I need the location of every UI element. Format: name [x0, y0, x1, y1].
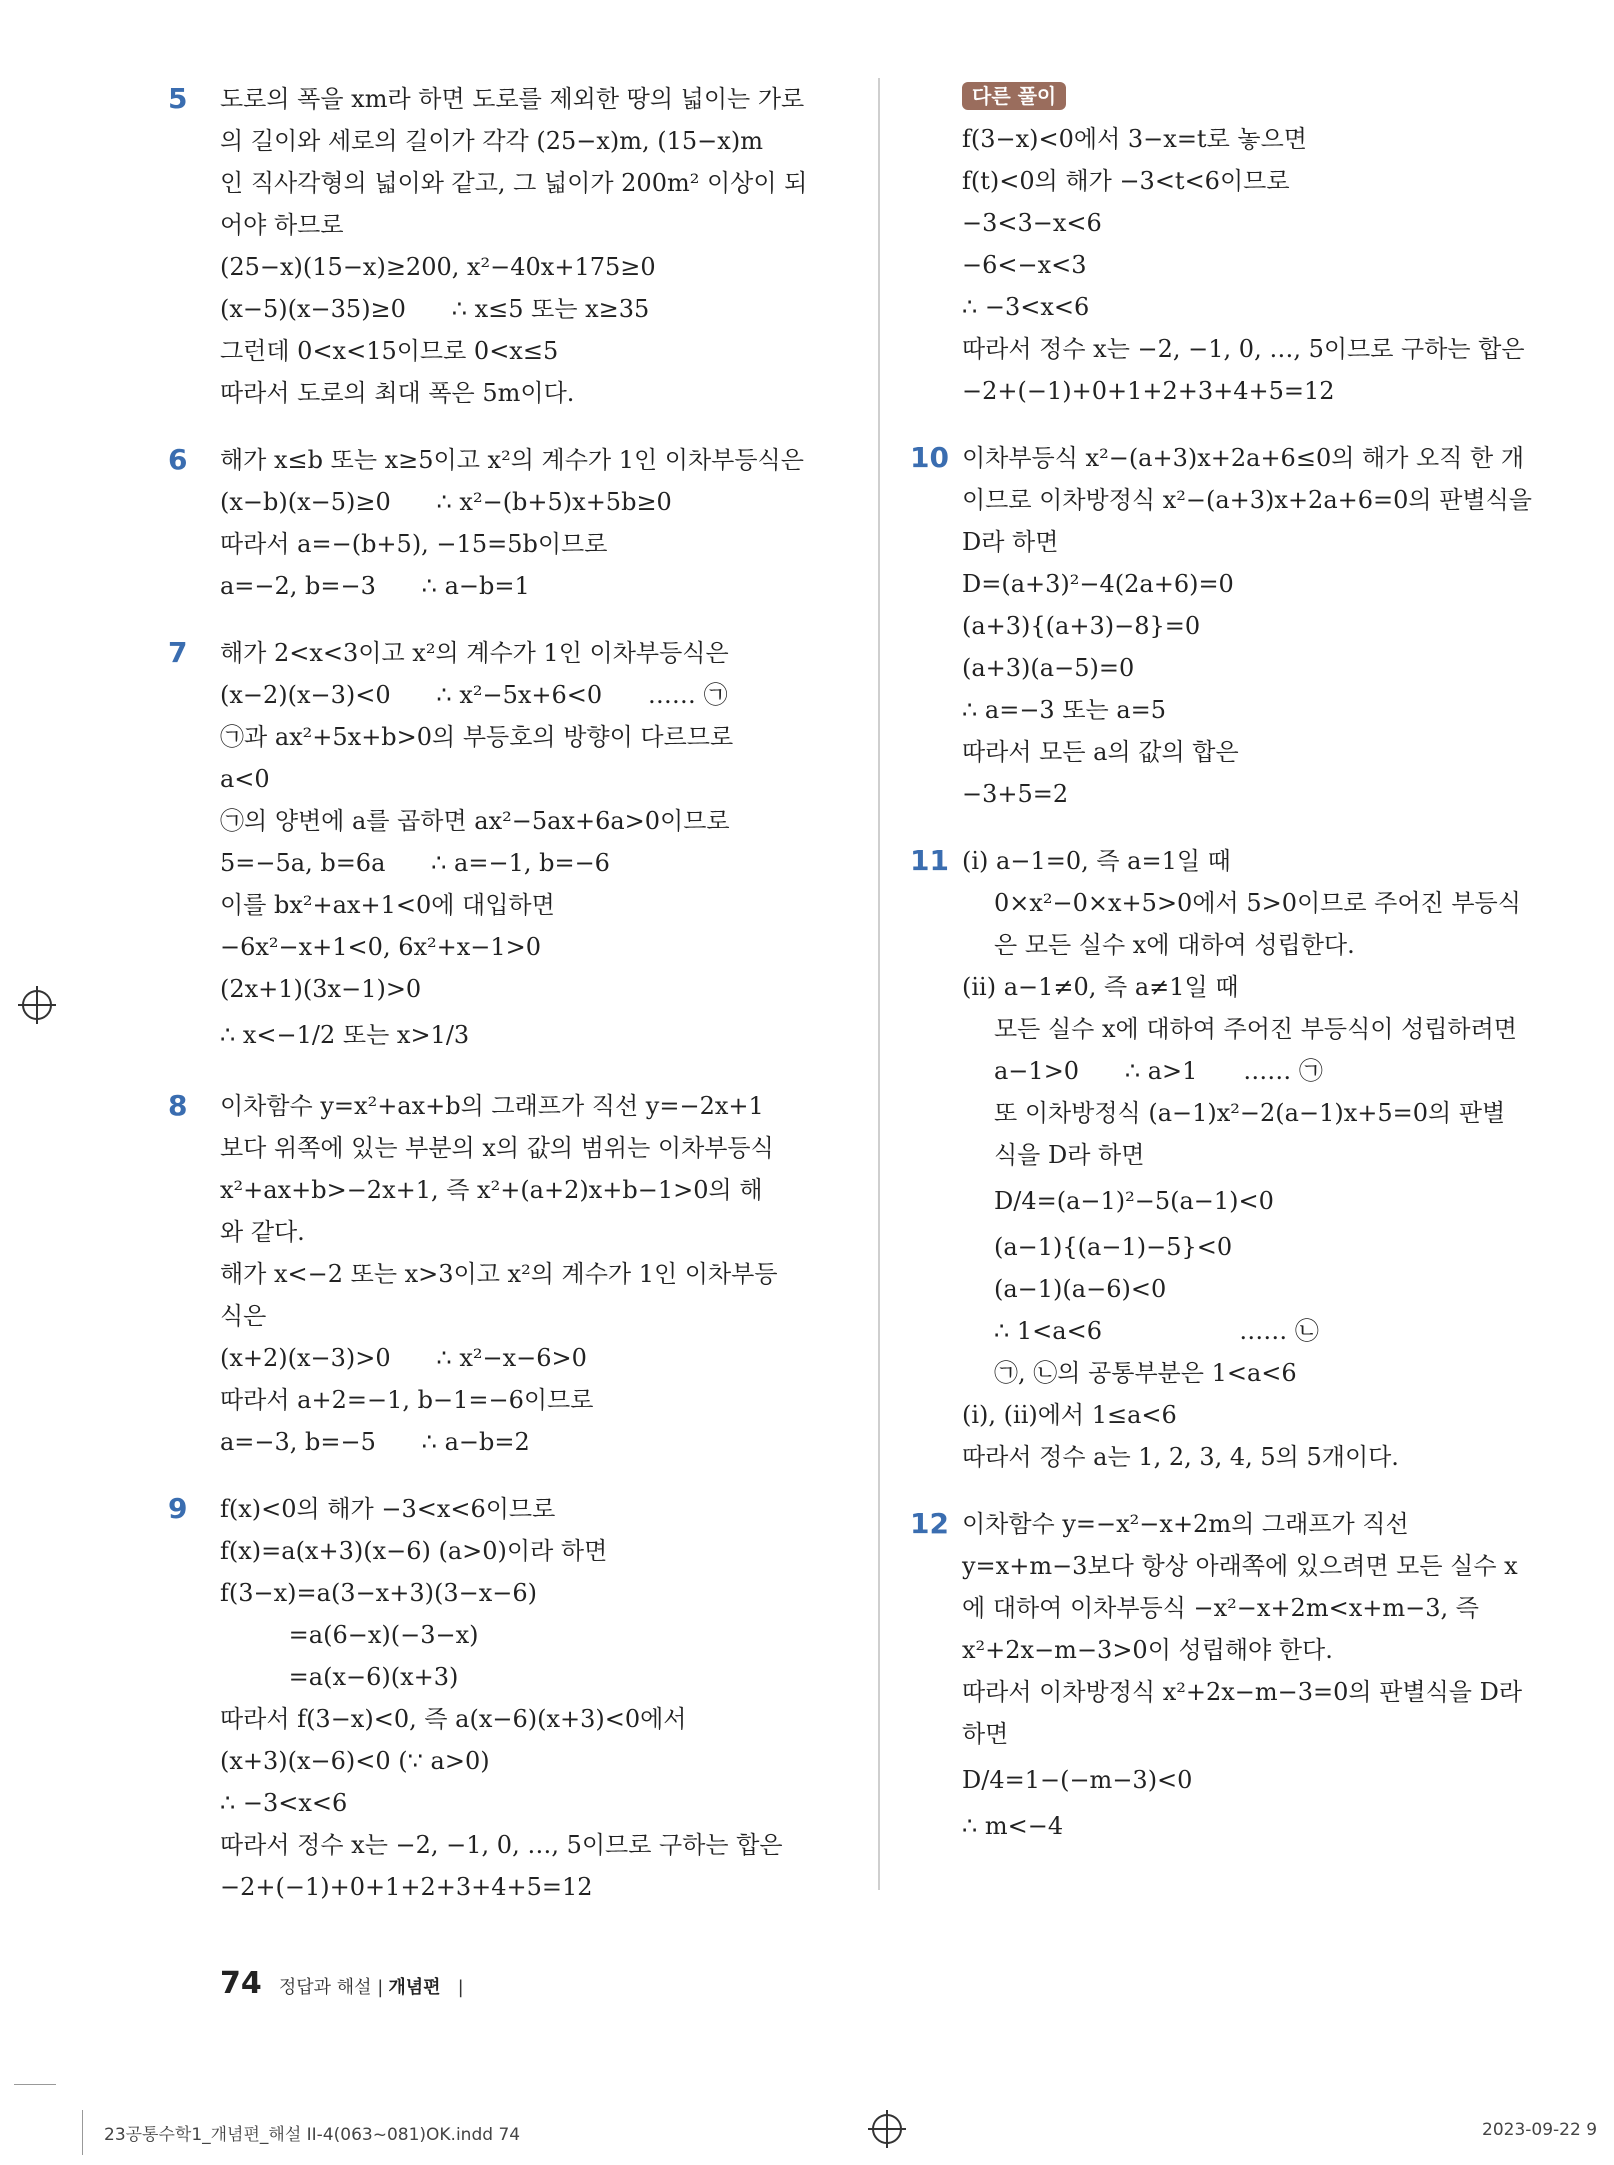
- text-line: 이므로 이차방정식 x²−(a+3)x+2a+6=0의 판별식을: [962, 486, 1532, 514]
- text-line: (2x+1)(3x−1)>0: [220, 975, 422, 1003]
- text-line: 모든 실수 x에 대하여 주어진 부등식이 성립하려면: [994, 1015, 1517, 1043]
- text-line: −6<−x<3: [962, 251, 1087, 279]
- text-line: 0×x²−0×x+5>0에서 5>0이므로 주어진 부등식: [994, 889, 1521, 917]
- text-line: 인 직사각형의 넓이와 같고, 그 넓이가 200m² 이상이 되: [220, 169, 808, 197]
- text-line: 따라서 이차방정식 x²+2x−m−3=0의 판별식을 D라: [962, 1678, 1523, 1706]
- print-date: 2023-09-22 9: [1482, 2120, 1598, 2140]
- page-number: 74: [220, 1966, 262, 2001]
- text-line: 이차부등식 x²−(a+3)x+2a+6≤0의 해가 오직 한 개: [962, 444, 1525, 472]
- text-line: ∴ x<−1/2 또는 x>1/3: [220, 1021, 470, 1049]
- text-line: 따라서 f(3−x)<0, 즉 a(x−6)(x+3)<0에서: [220, 1705, 687, 1733]
- text-line: ∴ a=−3 또는 a=5: [962, 696, 1167, 724]
- problem-7: [168, 632, 860, 1060]
- text-line: 이를 bx²+ax+1<0에 대입하면: [220, 891, 555, 919]
- text-line: −2+(−1)+0+1+2+3+4+5=12: [220, 1873, 593, 1901]
- text-line: 식을 D라 하면: [994, 1141, 1145, 1169]
- crop-mark: [82, 2110, 83, 2155]
- text-line: a=−3, b=−5 ∴ a−b=2: [220, 1428, 530, 1456]
- text-line: a−1>0 ∴ a>1 …… ㉠: [994, 1057, 1323, 1085]
- text-line: =a(6−x)(−3−x): [220, 1621, 479, 1649]
- text-line: 해가 x≤b 또는 x≥5이고 x²의 계수가 1인 이차부등식은: [220, 446, 804, 474]
- problem-12: [910, 1503, 1544, 1847]
- problem-number: 7: [168, 636, 188, 669]
- text-line: (i) a−1=0, 즉 a=1일 때: [962, 847, 1231, 875]
- text-line: a<0: [220, 765, 270, 793]
- page-footer: [220, 1966, 464, 2001]
- text-line: ㉠, ㉡의 공통부분은 1<a<6: [994, 1359, 1297, 1387]
- problem-number: 6: [168, 443, 188, 476]
- text-line: ∴ m<−4: [962, 1812, 1064, 1840]
- footer-label: 정답과 해설 |: [278, 1977, 384, 1998]
- text-line: D/4=(a−1)²−5(a−1)<0: [994, 1187, 1274, 1215]
- text-line: ∴ −3<x<6: [962, 293, 1090, 321]
- text-line: (a+3)(a−5)=0: [962, 654, 1135, 682]
- text-line: (ii) a−1≠0, 즉 a≠1일 때: [962, 973, 1239, 1001]
- problem-number: 10: [910, 441, 949, 474]
- crop-mark: [14, 2084, 56, 2085]
- text-line: 5=−5a, b=6a ∴ a=−1, b=−6: [220, 849, 610, 877]
- text-line: (x−2)(x−3)<0 ∴ x²−5x+6<0 …… ㉠: [220, 681, 728, 709]
- text-line: (x+2)(x−3)>0 ∴ x²−x−6>0: [220, 1344, 587, 1372]
- left-column: [168, 78, 860, 1933]
- text-line: (x−b)(x−5)≥0 ∴ x²−(b+5)x+5b≥0: [220, 488, 672, 516]
- text-line: x²+ax+b>−2x+1, 즉 x²+(a+2)x+b−1>0의 해: [220, 1176, 763, 1204]
- text-line: a=−2, b=−3 ∴ a−b=1: [220, 572, 530, 600]
- problem-number: 8: [168, 1089, 188, 1122]
- text-line: 따라서 정수 x는 −2, −1, 0, …, 5이므로 구하는 합은: [220, 1831, 783, 1859]
- text-line: 따라서 a=−(b+5), −15=5b이므로: [220, 530, 608, 558]
- text-line: (x+3)(x−6)<0 (∵ a>0): [220, 1747, 490, 1775]
- problem-8: [168, 1085, 860, 1463]
- text-line: D=(a+3)²−4(2a+6)=0: [962, 570, 1234, 598]
- text-line: (25−x)(15−x)≥200, x²−40x+175≥0: [220, 253, 656, 281]
- footer-section-separator: |: [457, 1977, 464, 1998]
- text-line: −6x²−x+1<0, 6x²+x−1>0: [220, 933, 542, 961]
- text-line: (x−5)(x−35)≥0 ∴ x≤5 또는 x≥35: [220, 295, 650, 323]
- registration-mark-icon: [872, 2114, 902, 2144]
- text-line: 어야 하므로: [220, 211, 344, 239]
- text-line: 해가 2<x<3이고 x²의 계수가 1인 이차부등식은: [220, 639, 729, 667]
- text-line: −3+5=2: [962, 780, 1069, 808]
- footer-section: 개념편: [388, 1977, 441, 1998]
- text-line: 이차함수 y=x²+ax+b의 그래프가 직선 y=−2x+1: [220, 1092, 764, 1120]
- text-line: D/4=1−(−m−3)<0: [962, 1766, 1193, 1794]
- text-line: 또 이차방정식 (a−1)x²−2(a−1)x+5=0의 판별: [994, 1099, 1506, 1127]
- alternate-solution-badge: 다른 풀이: [962, 82, 1066, 110]
- text-line: f(3−x)=a(3−x+3)(3−x−6): [220, 1579, 537, 1607]
- text-line: (a−1)(a−6)<0: [994, 1275, 1167, 1303]
- text-line: 보다 위쪽에 있는 부분의 x의 값의 범위는 이차부등식: [220, 1134, 774, 1162]
- alternate-solution: [962, 78, 1544, 412]
- problem-10: [910, 437, 1544, 815]
- text-line: 따라서 a+2=−1, b−1=−6이므로: [220, 1386, 594, 1414]
- problem-number: 9: [168, 1492, 188, 1525]
- text-line: ㉠과 ax²+5x+b>0의 부등호의 방향이 다르므로: [220, 723, 734, 751]
- text-line: f(x)<0의 해가 −3<x<6이므로: [220, 1495, 556, 1523]
- text-line: ㉠의 양변에 a를 곱하면 ax²−5ax+6a>0이므로: [220, 807, 730, 835]
- problem-5: [168, 78, 860, 414]
- text-line: 따라서 도로의 최대 폭은 5m이다.: [220, 379, 575, 407]
- text-line: −2+(−1)+0+1+2+3+4+5=12: [962, 377, 1335, 405]
- text-line: y=x+m−3보다 항상 아래쪽에 있으려면 모든 실수 x: [962, 1552, 1518, 1580]
- text-line: 따라서 정수 a는 1, 2, 3, 4, 5의 5개이다.: [962, 1443, 1399, 1471]
- text-line: x²+2x−m−3>0이 성립해야 한다.: [962, 1636, 1333, 1664]
- text-line: 의 길이와 세로의 길이가 각각 (25−x)m, (15−x)m: [220, 127, 763, 155]
- column-divider: [878, 78, 880, 1890]
- problem-number: 11: [910, 844, 949, 877]
- text-line: 에 대하여 이차부등식 −x²−x+2m<x+m−3, 즉: [962, 1594, 1479, 1622]
- text-line: 도로의 폭을 xm라 하면 도로를 제외한 땅의 넓이는 가로: [220, 85, 805, 113]
- problem-number: 12: [910, 1507, 949, 1540]
- problem-9: [168, 1488, 860, 1908]
- text-line: (i), (ii)에서 1≤a<6: [962, 1401, 1177, 1429]
- text-line: 이차함수 y=−x²−x+2m의 그래프가 직선: [962, 1510, 1409, 1538]
- right-column: [910, 78, 1544, 1872]
- text-line: =a(x−6)(x+3): [220, 1663, 459, 1691]
- text-line: f(3−x)<0에서 3−x=t로 놓으면: [962, 125, 1307, 153]
- text-line: 따라서 모든 a의 값의 합은: [962, 738, 1239, 766]
- text-line: 와 같다.: [220, 1218, 305, 1246]
- text-line: D라 하면: [962, 528, 1059, 556]
- text-line: 식은: [220, 1302, 267, 1330]
- print-info: 23공통수학1_개념편_해설 II-4(063~081)OK.indd 74: [104, 2125, 521, 2145]
- text-line: −3<3−x<6: [962, 209, 1102, 237]
- text-line: f(x)=a(x+3)(x−6) (a>0)이라 하면: [220, 1537, 608, 1565]
- problem-11: [910, 840, 1544, 1478]
- text-line: 은 모든 실수 x에 대하여 성립한다.: [994, 931, 1355, 959]
- text-line: ∴ 1<a<6 …… ㉡: [994, 1317, 1319, 1345]
- text-line: 따라서 정수 x는 −2, −1, 0, …, 5이므로 구하는 합은: [962, 335, 1525, 363]
- text-line: (a−1){(a−1)−5}<0: [994, 1233, 1233, 1261]
- text-line: (a+3){(a+3)−8}=0: [962, 612, 1201, 640]
- registration-mark-icon: [22, 990, 52, 1020]
- text-line: f(t)<0의 해가 −3<t<6이므로: [962, 167, 1290, 195]
- text-line: 그런데 0<x<15이므로 0<x≤5: [220, 337, 559, 365]
- problem-number: 5: [168, 82, 188, 115]
- text-line: 해가 x<−2 또는 x>3이고 x²의 계수가 1인 이차부등: [220, 1260, 778, 1288]
- problem-6: [168, 439, 860, 607]
- text-line: 하면: [962, 1720, 1009, 1748]
- text-line: ∴ −3<x<6: [220, 1789, 348, 1817]
